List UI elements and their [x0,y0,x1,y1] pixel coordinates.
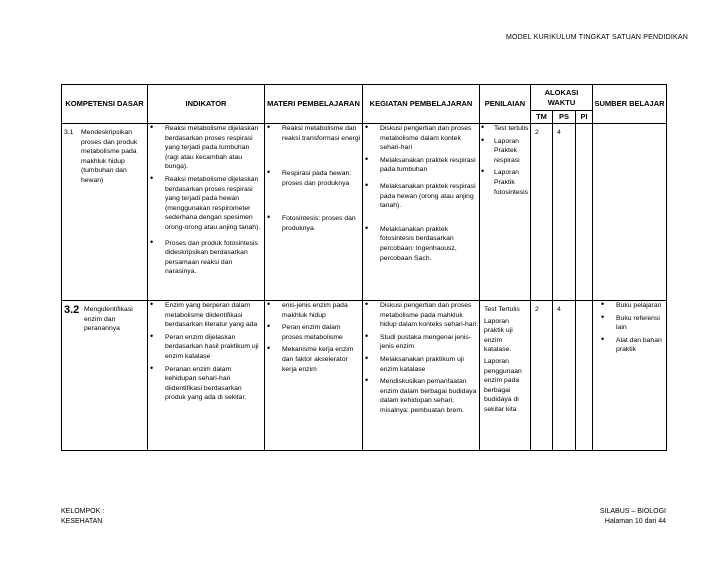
cell-pi [576,124,593,301]
list-item: • Buku pelajaran [599,301,666,311]
footer-page-number: Halaman 10 dari 44 [604,518,666,525]
header-alokasi-pi: PI [576,111,593,124]
list-item: • Alat dan bahan praktik [599,336,666,355]
list-item: • Fotosintesis: proses dan produknya. [265,214,362,233]
syllabus-table [61,84,667,451]
cell-indikator [148,301,265,451]
cell-sumber [593,301,667,451]
list-item: • Melaksanakan praktek respirasi pada hewan (orong atau anjing tanah). [363,182,479,211]
cell-penilaian [480,124,531,301]
cell-ps [553,124,576,301]
tm-value: 2 [535,306,539,313]
list-item: • Laporan Praktik fotosintesis [480,168,530,197]
header-penilaian: PENILAIAN [480,85,531,124]
cell-kegiatan [363,124,480,301]
cell-kompetensi [62,124,148,301]
cell-ps [553,301,576,451]
kd-text: Mendeskripsikan proses dan produk metabolisme pada makhluk hidup (tumbuhan dan hewan) [81,129,138,184]
footer-group-label: KELOMPOK : [61,508,105,515]
list-item: • Diskusi pengertian dan proses metabolisme pada mahkluk hidup dalam konteks sehari-hari. [363,301,479,330]
header-materi-pembelajaran: MATERI PEMBELAJARAN [265,85,363,124]
kd-number: 3.1 [64,129,74,136]
kd-text: Mengidentifikasi enzim dan peranannya [84,306,133,333]
ps-value: 4 [557,306,561,313]
list-item: • Studi pustaka mengenai jenis-jenis enzim [363,333,479,352]
cell-materi [265,124,363,301]
header-kegiatan-pembelajaran: KEGIATAN PEMBELAJARAN [363,85,480,124]
table-row [62,124,667,301]
footer-document-title: SILABUS – BIOLOGI [599,508,666,515]
list-item: Laporan penggunaan enzim pada berbagai budidaya di sekitar kita [484,357,522,413]
list-item: • Reaksi metabolisme dijelaskan berdasarkan proses respirasi yang terjadi pada tumbuhan (ragi atau kecambah atau bunga). [148,124,264,172]
tm-value: 2 [535,129,539,136]
ps-value: 4 [557,129,561,136]
footer-left [61,507,104,527]
cell-pi [576,301,593,451]
header-kompetensi-dasar: KOMPETENSI DASAR [62,85,148,124]
list-item: • Mendiskusikan pemanfaatan enzim dalam berbagai budidaya dalam kehidupan sehari, misalnya: pembuatan brem. [363,377,479,415]
list-item: • Melaksanakan praktek respirasi pada tumbuhan [363,156,479,175]
list-item: • Respirasi pada hewan: proses dan produknya [265,169,362,188]
cell-materi [265,301,363,451]
list-item: • Enzim yang berperan dalam metabolisme diidentifikasi berdasarkan literatur yang ada [148,301,264,330]
list-item: • Reaksi metabolisme dan reaksi transformasi energi [265,124,362,143]
list-item: • Test tertulis [480,124,530,134]
pi-value [576,301,592,309]
list-item: • Melaksanakan praktikum uji enzim katalase [363,355,479,374]
list-item: Laporan praktik uji enzim katalase. [484,317,513,354]
header-alokasi-ps: PS [553,111,576,124]
list-item: • Buku referensi lain [599,314,666,333]
header-alokasi-waktu: ALOKASI WAKTU [531,85,593,111]
list-item: • Diskusi pengertian dan proses metabolisme dalam kontek sehari-hari [363,124,479,153]
list-item: • Laporan Praktek respirasi [480,137,530,166]
header-sumber-belajar: SUMBER BELAJAR [593,85,667,124]
list-item: • enis-jenis enzim pada makhluk hidup [265,301,362,320]
footer-right [600,507,666,527]
cell-tm [531,301,553,451]
list-item: Test Tertulis [484,306,520,313]
list-item: • Melaksanakan praktek fotosintesis berdasarkan percobaan: Ingenhaousz, percobaan Sach. [363,225,479,263]
footer-group-value: KESEHATAN [61,518,103,525]
list-item: • Peran enzim dijelaskan berdasarkan hasil praktikum uji enzim katalase [148,333,264,362]
page-header-title: MODEL KURIKULUM TINGKAT SATUAN PENDIDIKAN [505,34,688,41]
cell-penilaian [480,301,531,451]
header-indikator: INDIKATOR [148,85,265,124]
list-item: • Peranan enzim dalam kehidupan sehari-hari diidentifikasi berdasarkan produk yang ada di sekitar. [148,365,264,403]
list-item: • Mekanisme kerja enzim dan faktor akselerator kerja enzim [265,345,362,374]
cell-indikator [148,124,265,301]
list-item: • Peran enzim dalam proses metabolisme [265,323,362,342]
cell-kegiatan [363,301,480,451]
header-alokasi-tm: TM [531,111,553,124]
cell-tm [531,124,553,301]
kd-number: 3.2 [64,304,80,316]
cell-kompetensi [62,301,148,451]
cell-sumber [593,124,667,301]
table-row [62,301,667,451]
list-item: • Proses dan produk fotosintesis dideskripsikan berdasarkan persamaan reaksi dan narasinya. [148,239,264,277]
list-item: • Reaksi metabolisme dijelaskan berdasarkan proses respirasi yang terjadi pada hewan (menggunakan respirometer sederhana dengan spesimen orong-orong atau anjing tanah). [148,175,264,233]
pi-value [576,124,592,132]
